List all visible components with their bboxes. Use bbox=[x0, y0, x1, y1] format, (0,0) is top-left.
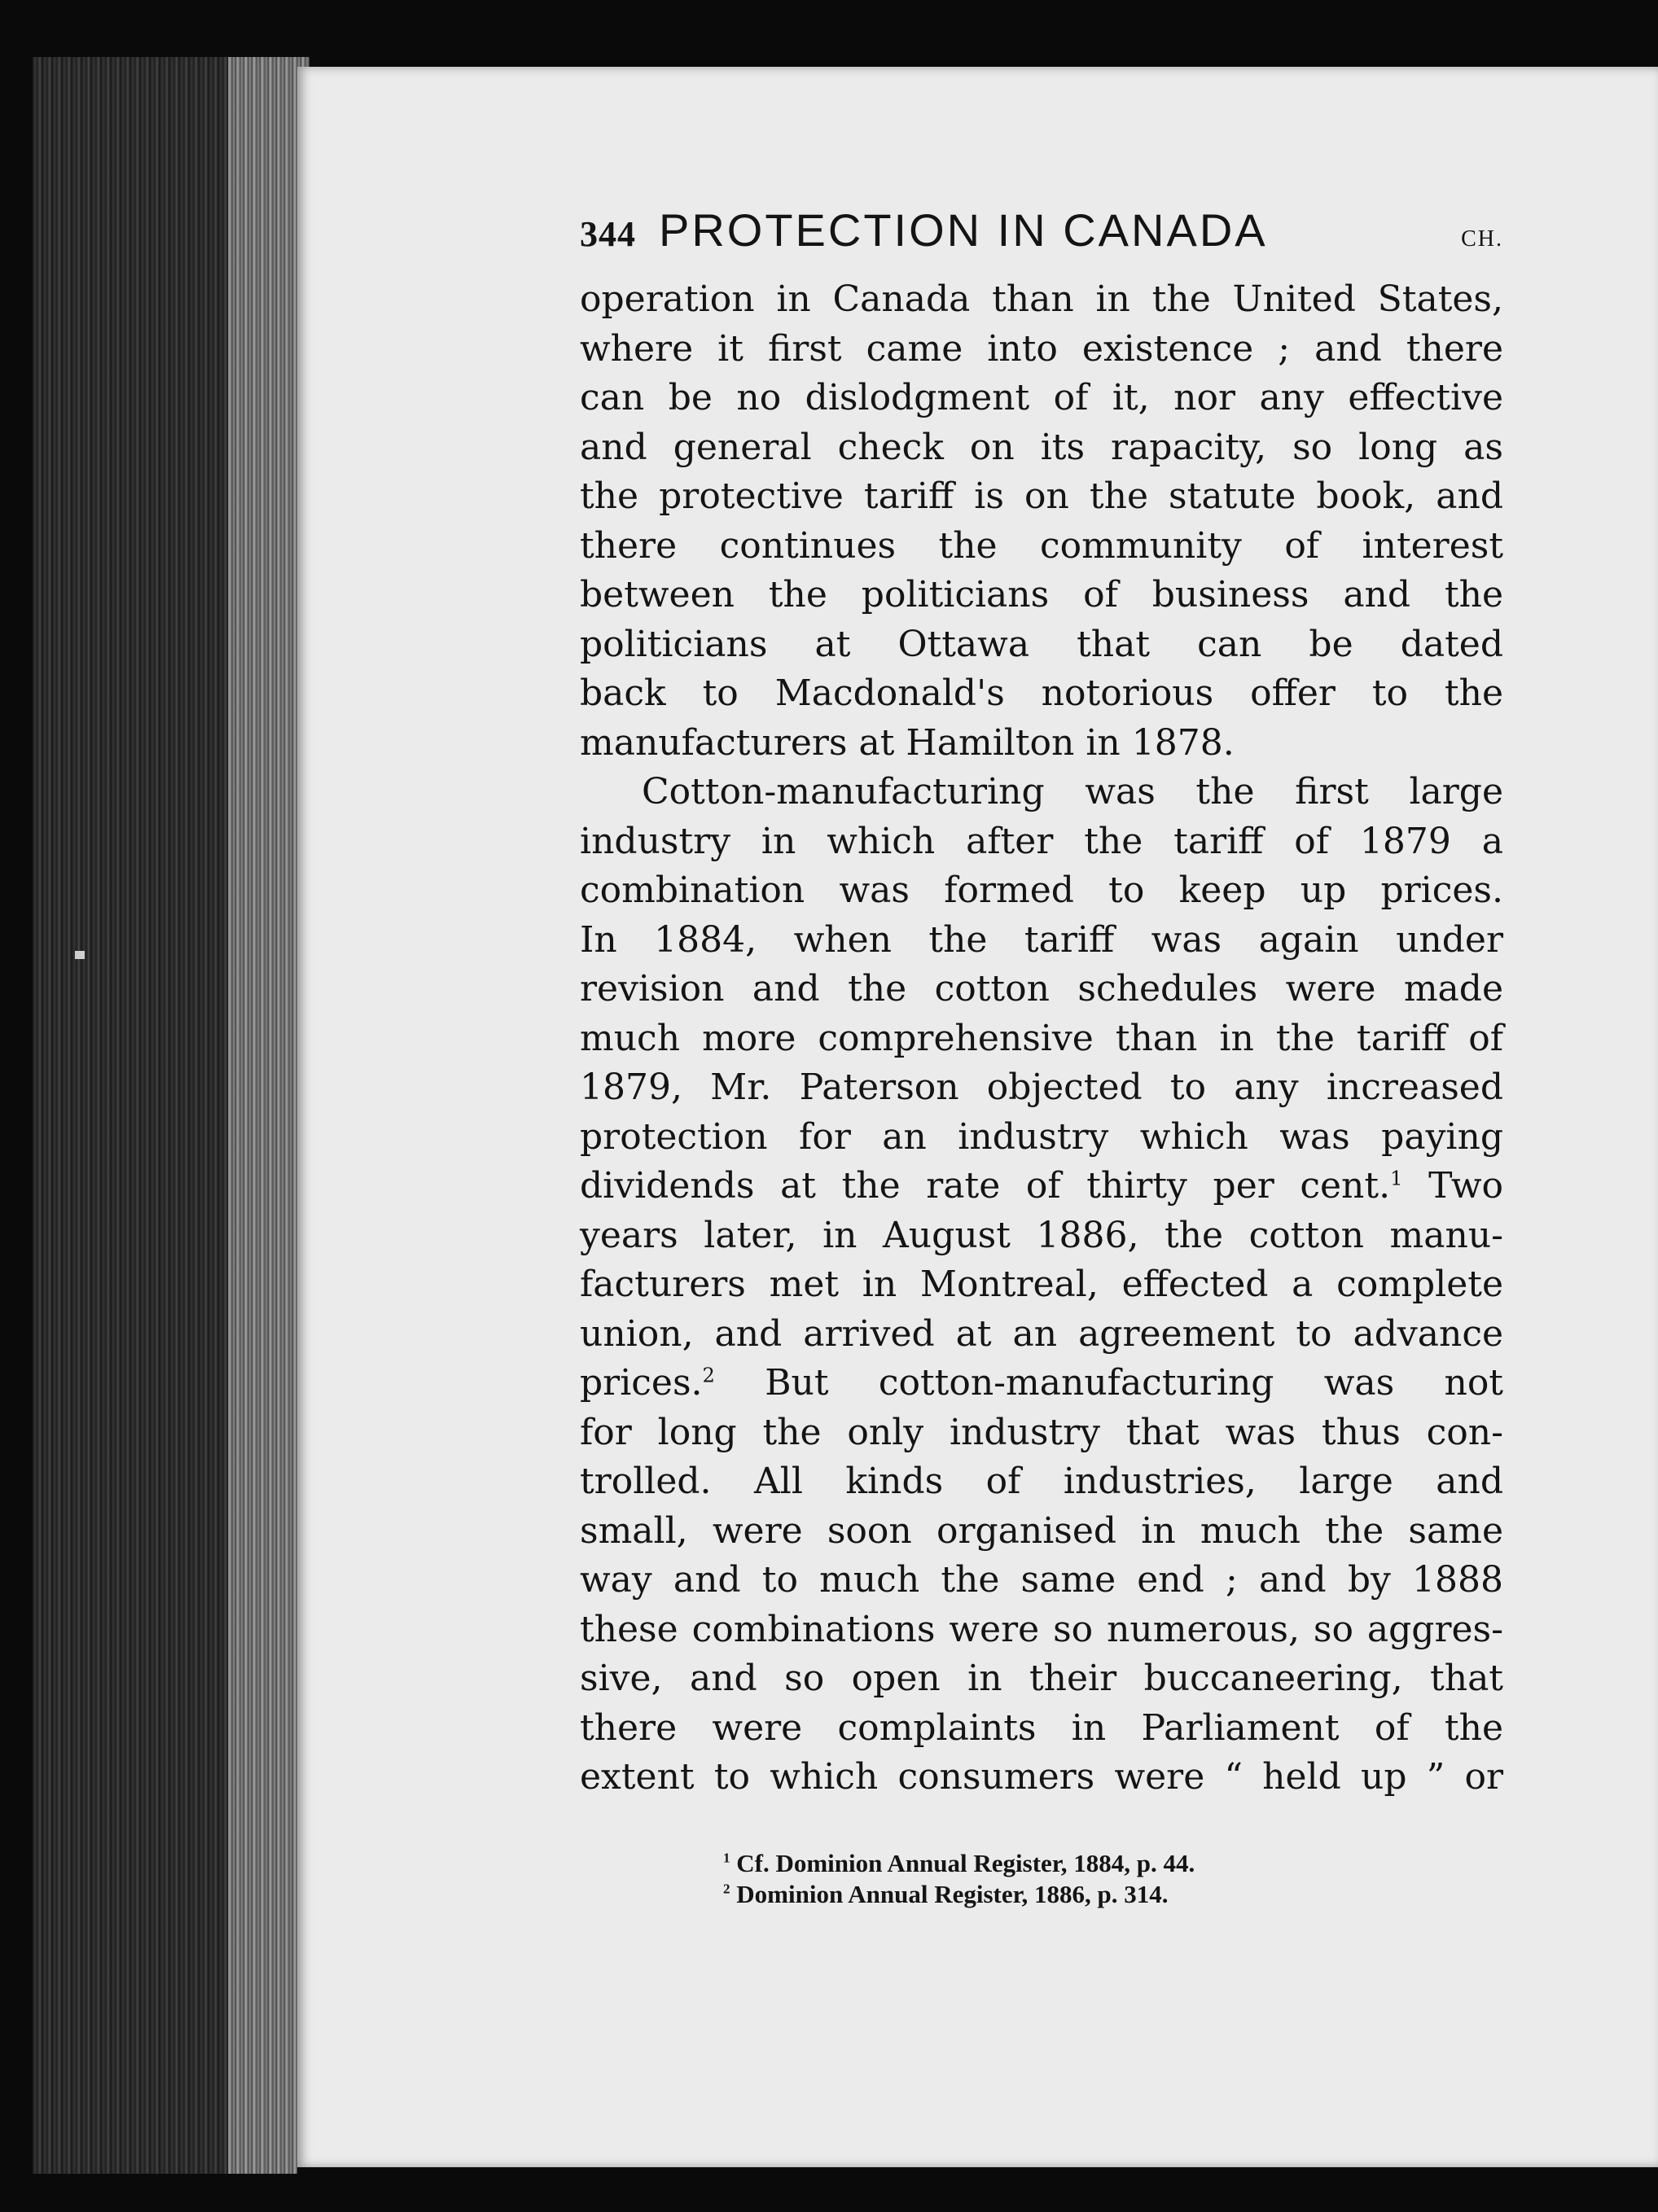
text-line: there were complaints in Parliament of the bbox=[580, 1706, 1503, 1749]
text-line: facturers met in Montreal, effected a complete bbox=[580, 1264, 1503, 1305]
page-number: 344 bbox=[580, 214, 636, 254]
text-line-part: dividends at the rate of thirty per cent. bbox=[580, 1165, 1391, 1207]
footnote-text: Dominion Annual Register, 1886, p. 314. bbox=[730, 1880, 1169, 1908]
text-line: 1879, Mr. Paterson objected to any increased bbox=[580, 1067, 1503, 1108]
text-line: years later, in August 1886, the cotton manu- bbox=[580, 1214, 1503, 1256]
text-line: In 1884, when the tariff was again under bbox=[580, 918, 1503, 961]
running-header bbox=[580, 204, 1503, 269]
text-line: industry in which after the tariff of 1879 a bbox=[580, 820, 1503, 862]
text-line: where it first came into existence ; and there bbox=[580, 327, 1503, 370]
text-line: union, and arrived at an agreement to advance bbox=[580, 1312, 1503, 1355]
footnote-number: 2 bbox=[723, 1881, 730, 1897]
text-line-with-footnote bbox=[580, 1162, 1503, 1211]
dust-speck bbox=[75, 951, 85, 959]
text-line: for long the only industry that was thus con- bbox=[580, 1411, 1503, 1453]
running-title: PROTECTION IN CANADA bbox=[659, 204, 1268, 256]
text-line: trolled. All kinds of industries, large and bbox=[580, 1461, 1503, 1502]
chapter-abbreviation: CH. bbox=[1461, 226, 1503, 252]
footnote bbox=[580, 1848, 1503, 1879]
text-line: operation in Canada than in the United States, bbox=[580, 278, 1503, 320]
text-line: politicians at Ottawa that can be dated bbox=[580, 623, 1503, 665]
page-bottom-shadow bbox=[297, 2167, 1658, 2212]
text-line: sive, and so open in their buccaneering, that bbox=[580, 1658, 1503, 1699]
text-line: Cotton-manufacturing was the first large bbox=[642, 771, 1503, 813]
text-line: the protective tariff is on the statute book, and bbox=[580, 475, 1503, 517]
text-line: revision and the cotton schedules were made bbox=[580, 968, 1503, 1010]
text-line: protection for an industry which was paying bbox=[580, 1115, 1503, 1158]
text-line: can be no dislodgment of it, nor any effective bbox=[580, 377, 1503, 418]
text-line: manufacturers at Hamilton in 1878. bbox=[580, 721, 1235, 764]
text-line-part: Two bbox=[1402, 1165, 1503, 1207]
text-block bbox=[580, 204, 1503, 1908]
text-line: back to Macdonald's notorious offer to the bbox=[580, 672, 1503, 714]
footnote-marker: 2 bbox=[702, 1364, 715, 1387]
text-line: and general check on its rapacity, so long as bbox=[580, 426, 1503, 468]
text-line: extent to which consumers were “ held up ” or bbox=[580, 1756, 1503, 1798]
footnote bbox=[580, 1879, 1503, 1910]
text-line-part: prices. bbox=[580, 1362, 703, 1404]
text-line: way and to much the same end ; and by 1888 bbox=[580, 1559, 1503, 1601]
footnotes bbox=[580, 1848, 1503, 1910]
text-line: between the politicians of business and the bbox=[580, 574, 1503, 615]
footnote-marker: 1 bbox=[1390, 1167, 1403, 1190]
text-line-part: But cotton-manufacturing was not bbox=[714, 1362, 1503, 1404]
body-text bbox=[580, 275, 1503, 1802]
footnote-text: Cf. Dominion Annual Register, 1884, p. 44. bbox=[730, 1849, 1195, 1877]
text-line: much more comprehensive than in the tariff of bbox=[580, 1017, 1503, 1059]
text-line: these combinations were so numerous, so aggres- bbox=[580, 1608, 1503, 1650]
text-line: combination was formed to keep up prices. bbox=[580, 869, 1503, 911]
text-line-with-footnote bbox=[580, 1359, 1503, 1408]
text-line: small, were soon organised in much the same bbox=[580, 1509, 1503, 1552]
text-line: there continues the community of interest bbox=[580, 524, 1503, 567]
footnote-number: 1 bbox=[723, 1850, 730, 1866]
